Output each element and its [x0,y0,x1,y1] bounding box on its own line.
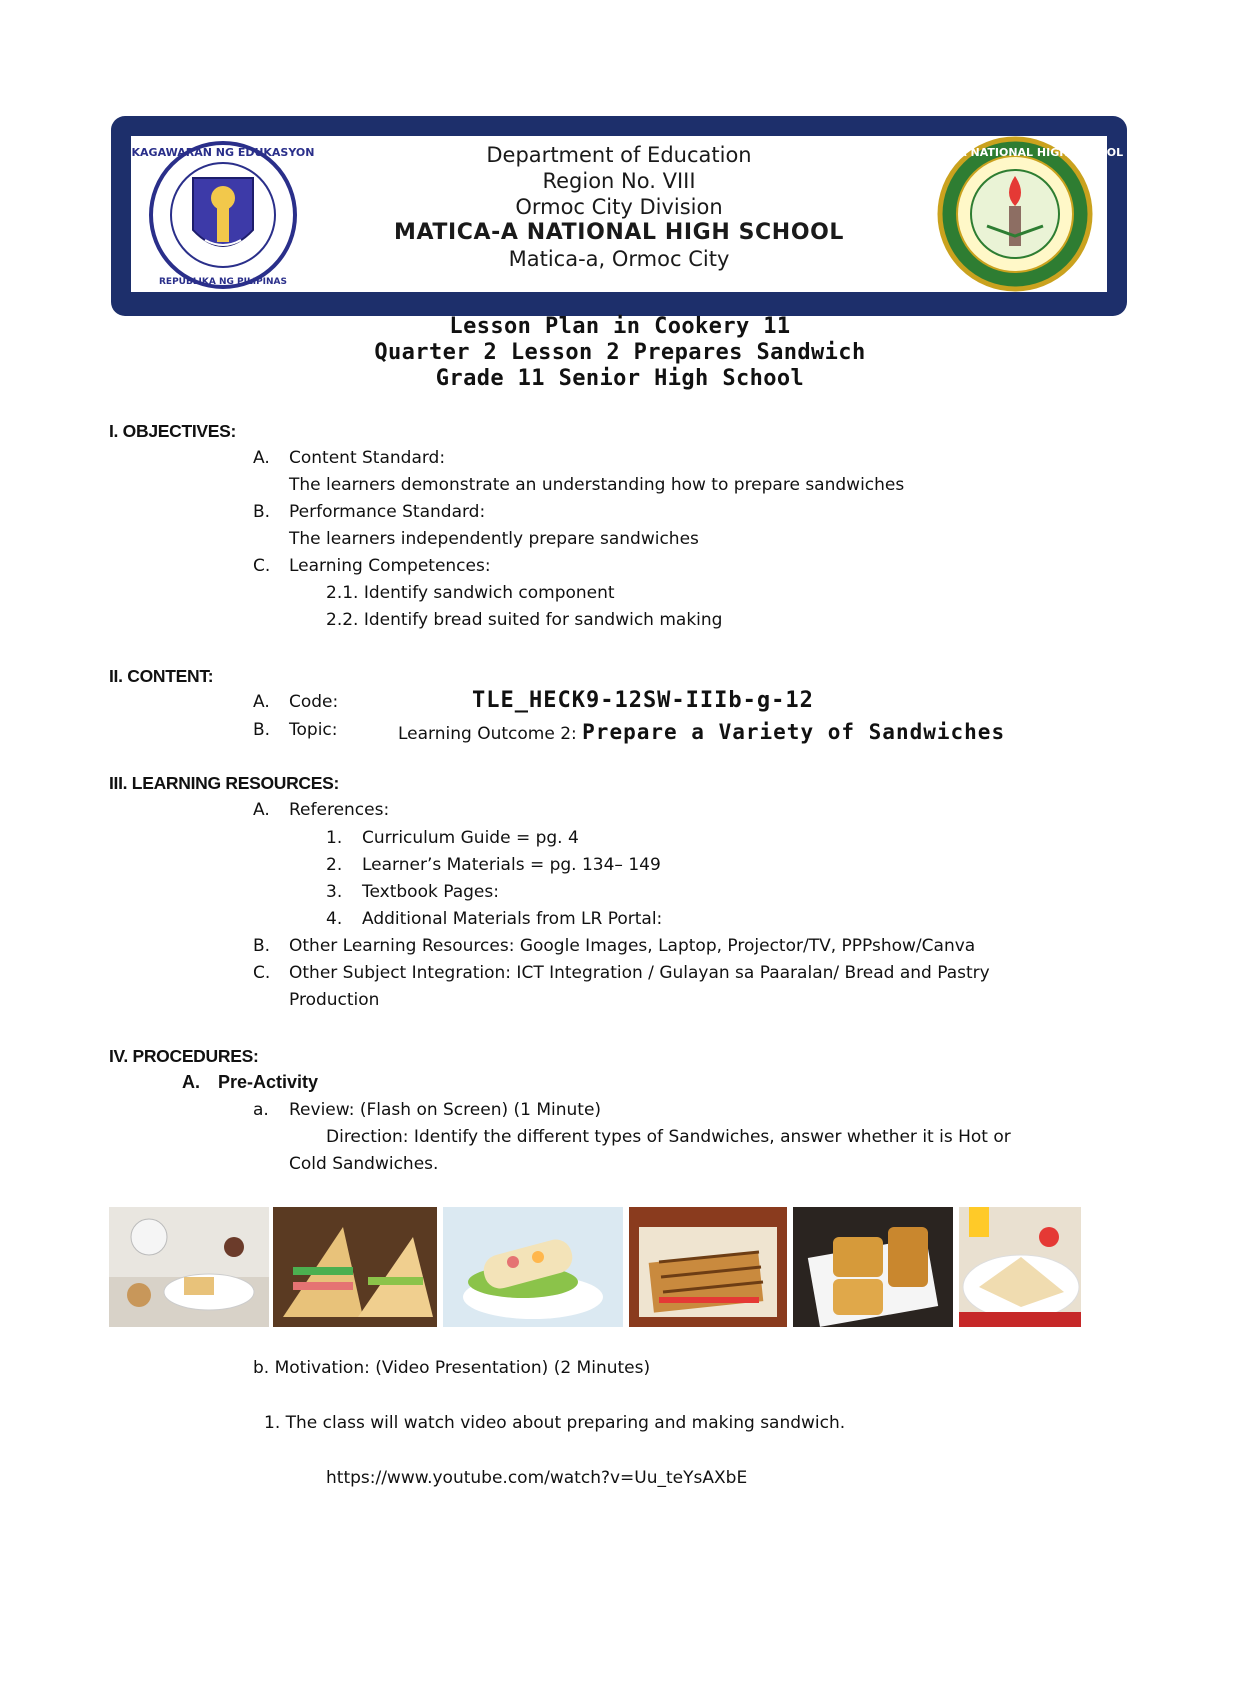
review-text: Review: (Flash on Screen) (1 Minute) [289,1100,602,1120]
resources-a [253,800,389,820]
competence-2: 2.2. Identify bread suited for sandwich making [326,610,723,630]
content-topic [253,720,338,740]
reference-number: 4. [326,909,343,929]
sandwich-photo [109,1207,269,1327]
lesson-titles [0,314,1240,392]
review-label: a. [253,1100,269,1120]
header-line-department: Department of Education [486,143,752,167]
resources-b [253,936,975,956]
header-line-region: Region No. VIII [542,169,696,193]
motivation: b. Motivation: (Video Presentation) (2 Minutes) [253,1358,651,1378]
objective-a [253,448,445,468]
objective-c-label: C. [253,556,271,576]
content-topic-value [398,720,1005,744]
lesson-subtitle: Quarter 2 Lesson 2 Prepares Sandwich [374,340,866,365]
lesson-grade: Grade 11 Senior High School [435,366,805,391]
objective-a-title: Content Standard: [289,448,446,468]
objective-a-text: The learners demonstrate an understanding how to prepare sandwiches [289,475,905,495]
sandwich-photo [273,1207,437,1327]
objective-a-label: A. [253,448,270,468]
procedures-heading: IV. PROCEDURES: [109,1046,259,1066]
pre-activity-label: A. [182,1072,200,1092]
content-heading: II. CONTENT: [109,666,214,686]
reference-number: 3. [326,882,343,902]
competence-1: 2.1. Identify sandwich component [326,583,615,603]
objective-c-title: Learning Competences: [289,556,491,576]
header-text [331,142,907,272]
objective-c [253,556,491,576]
objective-b-label: B. [253,502,271,522]
resources-b-text: Other Learning Resources: Google Images, Laptop, Projector/TV, PPPshow/Canva [289,936,976,956]
content-code [253,692,338,712]
reference-text: Additional Materials from LR Portal: [362,909,663,929]
svg-text:REPUBLIKA NG PILIPINAS: REPUBLIKA NG PILIPINAS [158,277,288,287]
reference-number: 1. [326,828,343,848]
resources-a-label: A. [253,800,270,820]
header-banner [111,116,1127,316]
reference-text: Textbook Pages: [362,882,499,902]
content-code-title: Code: [289,692,339,712]
lesson-title: Lesson Plan in Cookery 11 [449,314,791,339]
resources-c [253,963,990,983]
objectives-heading: I. OBJECTIVES: [109,421,237,441]
objective-b [253,502,485,522]
header-banner-inner [131,136,1124,292]
svg-text:KAGAWARAN NG EDUKASYON: KAGAWARAN NG EDUKASYON [131,146,315,159]
pre-activity-title: Pre-Activity [218,1072,319,1092]
content-topic-prefix: Learning Outcome 2: [398,724,577,744]
reference-item [326,882,499,902]
content-topic-label: B. [253,720,271,740]
reference-item [326,828,579,848]
content-code-label: A. [253,692,270,712]
reference-text: Learner’s Materials = pg. 134– 149 [362,855,661,875]
content-topic-title: Topic: [289,720,338,740]
resources-c-label: C. [253,963,271,983]
resources-heading: III. LEARNING RESOURCES: [109,773,340,793]
objective-b-title: Performance Standard: [289,502,486,522]
header-line-address: Matica-a, Ormoc City [508,247,730,271]
review [253,1100,601,1120]
sandwich-photo [959,1207,1081,1327]
video-link[interactable]: https://www.youtube.com/watch?v=Uu_teYsAXbE [326,1468,748,1488]
pre-activity [182,1072,318,1093]
header-school-name: MATICA-A NATIONAL HIGH SCHOOL [393,220,845,245]
resources-a-title: References: [289,800,390,820]
school-seal-icon [906,136,1124,296]
direction-line-1: Direction: Identify the different types of Sandwiches, answer whether it is Hot or [326,1127,1011,1147]
resources-b-label: B. [253,936,271,956]
resources-c-text-cont: Production [289,990,380,1010]
content-code-value: TLE_HECK9-12SW-IIIb-g-12 [472,688,814,713]
deped-seal-icon [131,140,315,294]
reference-number: 2. [326,855,343,875]
resources-c-text: Other Subject Integration: ICT Integration / Gulayan sa Paaralan/ Bread and Pastry [289,963,990,983]
header-line-division: Ormoc City Division [515,195,723,219]
objective-b-text: The learners independently prepare sandwiches [289,529,699,549]
svg-text:MATICA-A NATIONAL HIGH SCHOOL: MATICA-A NATIONAL HIGH SCHOOL [906,146,1124,159]
sandwich-photo [793,1207,953,1327]
reference-text: Curriculum Guide = pg. 4 [362,828,579,848]
sandwich-photo [443,1207,623,1327]
content-topic-name: Prepare a Variety of Sandwiches [582,720,1006,744]
sandwich-photo [629,1207,787,1327]
reference-item [326,909,662,929]
direction-line-2: Cold Sandwiches. [289,1154,439,1174]
reference-item [326,855,661,875]
step-1: 1. The class will watch video about preparing and making sandwich. [264,1413,846,1433]
